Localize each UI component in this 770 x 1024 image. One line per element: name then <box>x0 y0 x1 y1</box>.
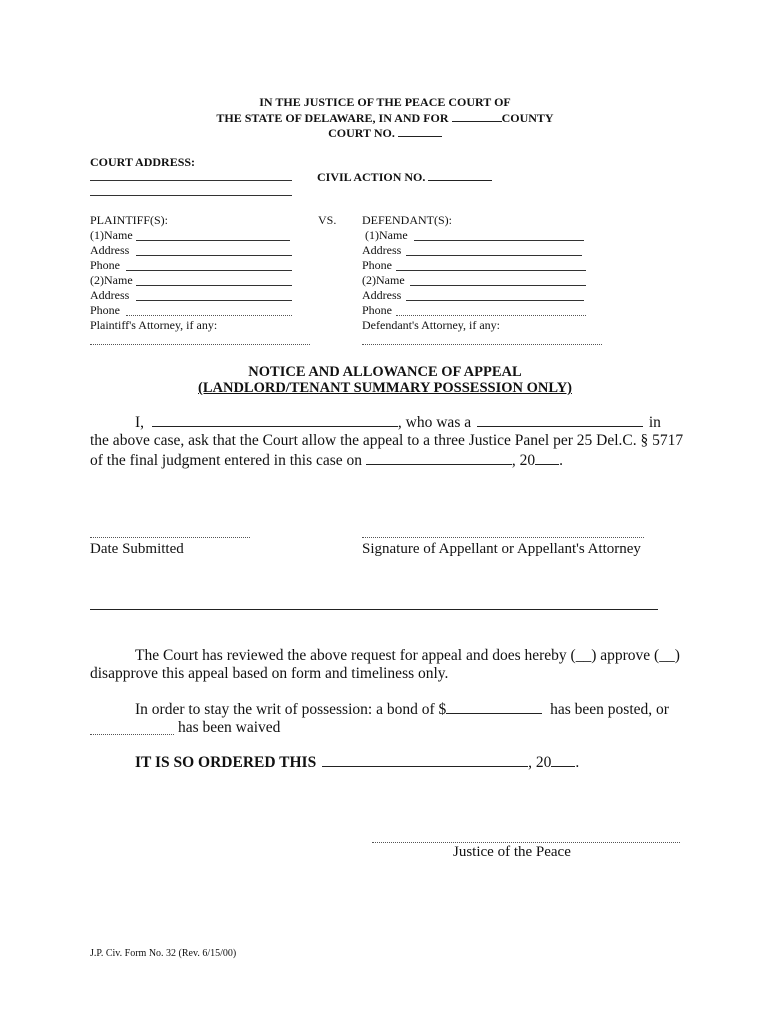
order-year-blank[interactable] <box>551 755 575 767</box>
notice-title: NOTICE AND ALLOWANCE OF APPEAL <box>248 364 522 380</box>
notice-subtitle: (LANDLORD/TENANT SUMMARY POSSESSION ONLY) <box>198 380 572 396</box>
defendant-1-address-label: Address <box>362 243 402 257</box>
court-header-line2-suffix: COUNTY <box>501 111 554 125</box>
defendant-attorney-field[interactable] <box>362 344 602 345</box>
civil-action-line <box>317 169 492 185</box>
plaintiff-1-address-label: Address <box>90 243 130 257</box>
date-submitted-label: Date Submitted <box>90 541 184 557</box>
defendant-2-phone-label: Phone <box>362 303 392 317</box>
plaintiff-2-name-field[interactable] <box>136 285 292 286</box>
order-label: IT IS SO ORDERED THIS <box>135 754 317 771</box>
plaintiff-attorney-field[interactable] <box>90 344 310 345</box>
plaintiff-1-name-label: (1)Name <box>90 228 133 242</box>
plaintiff-2-phone-label: Phone <box>90 303 120 317</box>
court-number-label: COURT NO. <box>328 126 395 140</box>
civil-action-label: CIVIL ACTION NO. <box>317 170 426 184</box>
plaintiff-2-name-label: (2)Name <box>90 273 133 287</box>
plaintiff-attorney-label: Plaintiff's Attorney, if any: <box>90 318 218 332</box>
plaintiff-1-phone-label: Phone <box>90 258 120 272</box>
defendant-2-name-field[interactable] <box>410 285 586 286</box>
date-submitted-field[interactable] <box>90 537 250 538</box>
bond-amount-blank[interactable] <box>446 702 542 714</box>
court-header-line1: IN THE JUSTICE OF THE PEACE COURT OF <box>259 95 511 109</box>
defendant-2-address-field[interactable] <box>406 300 584 301</box>
plaintiff-1-name-field[interactable] <box>136 240 290 241</box>
party-role-blank[interactable] <box>477 415 643 427</box>
judgment-year-blank[interactable] <box>535 453 559 465</box>
justice-label: Justice of the Peace <box>453 844 571 860</box>
plaintiff-2-address-label: Address <box>90 288 130 302</box>
appeal-line-1 <box>135 414 661 432</box>
order-line <box>135 754 579 772</box>
civil-action-blank[interactable] <box>428 169 492 181</box>
appellant-signature-field[interactable] <box>362 537 644 538</box>
bond-waived-field[interactable] <box>90 734 174 735</box>
vs-label: VS. <box>318 213 337 227</box>
review-line-1: The Court has reviewed the above request for appeal and does hereby (__) approve (__) <box>135 647 680 664</box>
county-blank[interactable] <box>452 110 502 122</box>
form-number: J.P. Civ. Form No. 32 (Rev. 6/15/00) <box>90 948 237 959</box>
defendant-1-name-label: (1)Name <box>365 228 408 242</box>
order-date-blank[interactable] <box>322 755 528 767</box>
judgment-date-label: of the final judgment entered in this case on <box>90 452 363 469</box>
appeal-line-2: the above case, ask that the Court allow the appeal to a three Justice Panel per 25 Del.C. § 5717 <box>90 432 684 449</box>
court-number-line <box>0 125 770 141</box>
order-year-prefix: , 20 <box>528 754 552 771</box>
judgment-year-suffix: . <box>559 452 564 469</box>
plaintiff-2-phone-field[interactable] <box>126 315 292 316</box>
plaintiffs-heading: PLAINTIFF(S): <box>90 213 169 227</box>
court-number-blank[interactable] <box>398 125 442 137</box>
plaintiff-2-address-field[interactable] <box>136 300 292 301</box>
defendant-attorney-label: Defendant's Attorney, if any: <box>362 318 501 332</box>
bond-posted-label: has been posted, or <box>550 701 669 718</box>
court-header-line2-prefix: THE STATE OF DELAWARE, IN AND FOR <box>216 111 449 125</box>
defendant-2-phone-field[interactable] <box>396 315 586 316</box>
defendant-1-address-field[interactable] <box>406 255 582 256</box>
court-address-label: COURT ADDRESS: <box>90 155 196 169</box>
defendant-1-phone-field[interactable] <box>396 270 586 271</box>
court-address-line-1[interactable] <box>90 180 292 181</box>
review-line-2: disapprove this appeal based on form and timeliness only. <box>90 665 449 682</box>
plaintiff-1-phone-field[interactable] <box>126 270 292 271</box>
appellant-name-blank[interactable] <box>152 415 398 427</box>
appeal-in-label: in <box>648 414 661 431</box>
defendant-2-address-label: Address <box>362 288 402 302</box>
court-address-line-2[interactable] <box>90 195 292 196</box>
judgment-date-blank[interactable] <box>366 453 512 465</box>
defendant-1-name-field[interactable] <box>414 240 584 241</box>
appeal-who-was-label: , who was a <box>397 414 472 431</box>
notice-subtitle-row <box>0 380 770 397</box>
defendant-1-phone-label: Phone <box>362 258 392 272</box>
appellant-signature-label: Signature of Appellant or Appellant's Attorney <box>362 541 641 557</box>
bond-waived-label: has been waived <box>178 719 281 736</box>
order-year-suffix: . <box>575 754 580 771</box>
court-header-line2 <box>0 110 770 126</box>
plaintiff-1-address-field[interactable] <box>136 255 292 256</box>
appeal-line-3 <box>90 452 563 470</box>
judgment-year-prefix: , 20 <box>511 452 536 469</box>
defendants-heading: DEFENDANT(S): <box>362 213 452 227</box>
bond-line <box>135 701 669 719</box>
appeal-i-label: I, <box>135 414 145 431</box>
section-divider <box>90 609 658 610</box>
bond-label: In order to stay the writ of possession: a bond of $ <box>135 701 447 718</box>
defendant-2-name-label: (2)Name <box>362 273 405 287</box>
